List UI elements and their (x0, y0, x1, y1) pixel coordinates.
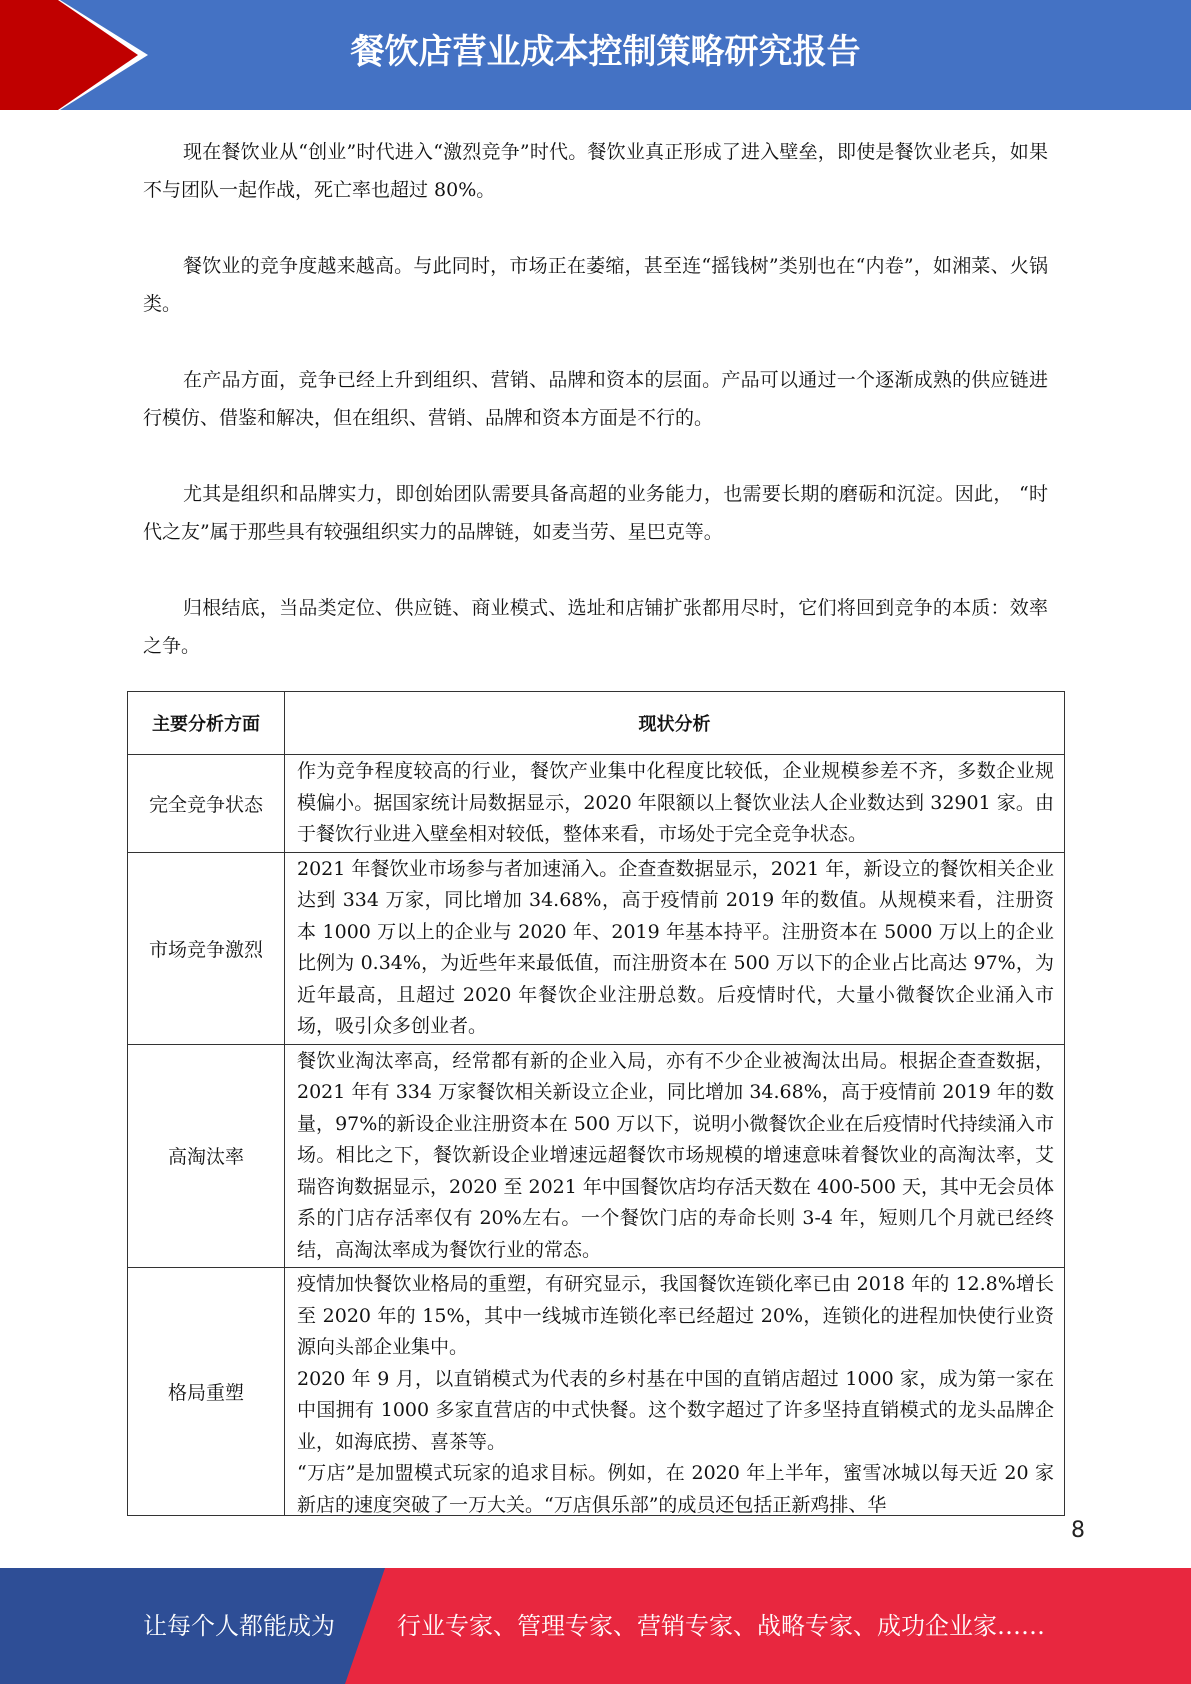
paragraph: 归根结底，当品类定位、供应链、商业模式、选址和店铺扩张都用尽时，它们将回到竞争的本质：效率之争。 (143, 597, 1048, 657)
table-header-row (128, 692, 1065, 755)
analysis-table (127, 691, 1065, 1516)
aspect-cell: 市场竞争激烈 (128, 852, 285, 1044)
footer-slogan-right: 行业专家、管理专家、营销专家、战略专家、成功企业家…… (397, 1612, 1045, 1640)
analysis-text: 2020 年 9 月，以直销模式为代表的乡村基在中国的直销店超过 1000 家，成为第一家在中国拥有 1000 多家直营店的中式快餐。这个数字超过了许多坚持直销模式的龙头品牌企业，如海底捞、喜茶等。 (297, 1367, 1054, 1453)
analysis-cell (285, 852, 1065, 1044)
footer-slogan-left: 让每个人都能成为 (143, 1612, 335, 1640)
table-row (128, 852, 1065, 1044)
column-header-analysis: 现状分析 (285, 692, 1065, 755)
paragraph: 餐饮业的竞争度越来越高。与此同时，市场正在萎缩，甚至连“摇钱树”类别也在“内卷”，如湘菜、火锅类。 (143, 255, 1048, 315)
analysis-clip (297, 1269, 1054, 1514)
table-row (128, 1044, 1065, 1268)
body-text (143, 133, 1048, 703)
table-row (128, 755, 1065, 853)
analysis-cell (285, 755, 1065, 853)
analysis-cell (285, 1268, 1065, 1516)
analysis-text: 餐饮业淘汰率高，经常都有新的企业入局，亦有不少企业被淘汰出局。根据企查查数据，2021 年有 334 万家餐饮相关新设立企业，同比增加 34.68%，高于疫情前 2019 年的数量，97%的新设企业注册资本在 500 万以下，说明小微餐饮企业在后疫情时代持续涌入市场。相比之下，餐饮新设企业增速远超餐饮市场规模的增速意味着餐饮业的高淘汰率，艾瑞咨询数据显示，2020 至 2021 年中国餐饮店均存活天数在 400-500 天，其中无会员体系的门店存活率仅有 20%左右。一个餐饮门店的寿命长则 3-4 年，短则几个月就已经终结，高淘汰率成为餐饮行业的常态。 (297, 1049, 1054, 1261)
aspect-cell: 高淘汰率 (128, 1044, 285, 1268)
paragraph: 现在餐饮业从“创业”时代进入“激烈竞争”时代。餐饮业真正形成了进入壁垒，即使是餐饮业老兵，如果不与团队一起作战，死亡率也超过 80%。 (143, 141, 1048, 201)
page-number: 8 (1071, 1518, 1085, 1543)
analysis-text: “万店”是加盟模式玩家的追求目标。例如，在 2020 年上半年，蜜雪冰城以每天近 20 家新店的速度突破了一万大关。“万店俱乐部”的成员还包括正新鸡排、华 (297, 1462, 1054, 1514)
document-title: 餐饮店营业成本控制策略研究报告 (350, 32, 861, 72)
aspect-cell: 格局重塑 (128, 1268, 285, 1516)
header-banner (0, 0, 1191, 110)
paragraph: 尤其是组织和品牌实力，即创始团队需要具备高超的业务能力，也需要长期的磨砺和沉淀。因此， “时代之友”属于那些具有较强组织实力的品牌链，如麦当劳、星巴克等。 (143, 483, 1048, 543)
column-header-aspect: 主要分析方面 (128, 692, 285, 755)
aspect-cell: 完全竞争状态 (128, 755, 285, 853)
analysis-text: 疫情加快餐饮业格局的重塑，有研究显示，我国餐饮连锁化率已由 2018 年的 12.8%增长至 2020 年的 15%，其中一线城市连锁化率已经超过 20%，连锁化的进程加快使行业资源向头部企业集中。 (297, 1273, 1054, 1358)
paragraph: 在产品方面，竞争已经上升到组织、营销、品牌和资本的层面。产品可以通过一个逐渐成熟的供应链进行模仿、借鉴和解决，但在组织、营销、品牌和资本方面是不行的。 (143, 369, 1048, 429)
analysis-text: 作为竞争程度较高的行业，餐饮产业集中化程度比较低，企业规模参差不齐，多数企业规模偏小。据国家统计局数据显示，2020 年限额以上餐饮业法人企业数达到 32901 家。由于餐饮行业进入壁垒相对较低，整体来看，市场处于完全竞争状态。 (297, 760, 1054, 845)
table-row (128, 1268, 1065, 1516)
analysis-cell (285, 1044, 1065, 1268)
footer-banner (0, 1568, 1191, 1684)
analysis-text: 2021 年餐饮业市场参与者加速涌入。企查查数据显示，2021 年，新设立的餐饮相关企业达到 334 万家，同比增加 34.68%，高于疫情前 2019 年的数值。从规模来看，注册资本 1000 万以上的企业与 2020 年、2019 年基本持平。注册资本在 5000 万以上的企业比例为 0.34%，为近些年来最低值，而注册资本在 500 万以下的企业占比高达 97%，为近年最高，且超过 2020 年餐饮企业注册总数。后疫情时代，大量小微餐饮企业涌入市场，吸引众多创业者。 (297, 857, 1054, 1037)
